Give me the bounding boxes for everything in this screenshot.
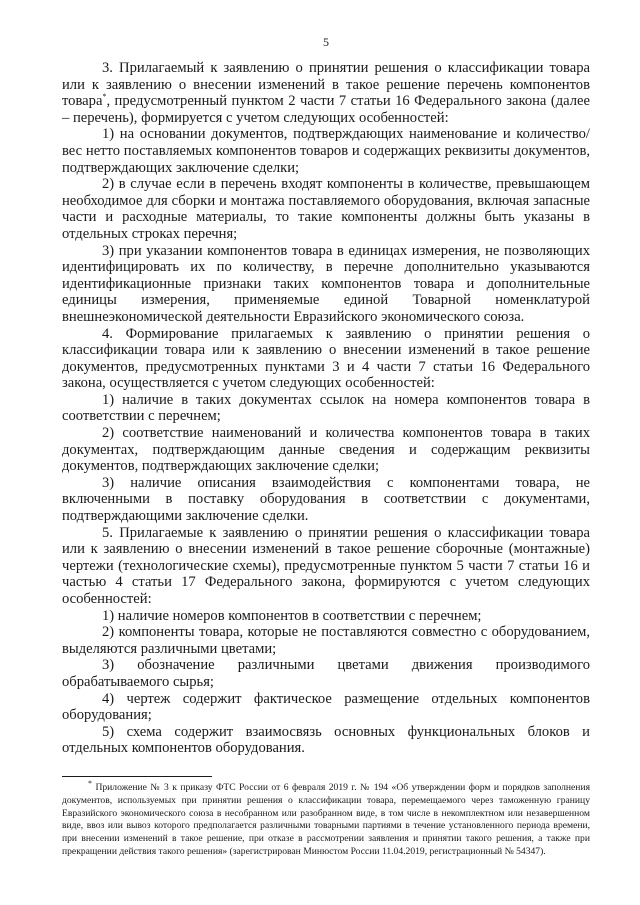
document-body [62, 60, 590, 757]
paragraph-5-item-1: 1) наличие номеров компонентов в соответствии с перечнем; [102, 607, 482, 624]
paragraph-3-item-3: 3) при указании компонентов товара в единицах измерения, не позволяющих идентифицировать их по количеству, в перечне дополнительно указываются идентификационные признаки таких компонентов товара и дополнительные единицы измерения, применяемые единой Товарной номенклатурой внешнеэкономической деятельности Евразийского экономического союза. [62, 242, 590, 325]
paragraph-5-item-4: 4) чертеж содержит фактическое размещение отдельных компонентов оборудования; [62, 690, 590, 724]
paragraph-3 [62, 60, 590, 126]
paragraph-5-item-5: 5) схема содержит взаимосвязь основных функциональных блоков и отдельных компонентов оборудования. [62, 723, 590, 757]
paragraph-5-item-3: 3) обозначение различными цветами движения производимого обрабатываемого сырья; [62, 657, 590, 690]
paragraph-4: 4. Формирование прилагаемых к заявлению о принятии решения о классификации товара или к заявлению о внесении изменений в такое решение документов, предусмотренных пунктами 3 и 4 части 7 статьи 16 Федерального закона, осуществляется с учетом следующих особенностей: [62, 325, 590, 392]
paragraph-5-item-2: 2) компоненты товара, которые не поставляются совместно с оборудованием, выделяются различными цветами; [62, 624, 590, 657]
paragraph-4-item-2: 2) соответствие наименований и количества компонентов товара в таких документах, подтверждающим данные сведения и содержащим реквизиты документов, подтверждающих заключение сделки; [62, 425, 590, 475]
paragraph-4-item-3: 3) наличие описания взаимодействия с компонентами товара, не включенными в поставку оборудования в соответствии с документами, подтверждающими заключение сделки. [62, 474, 590, 525]
page-number: 5 [323, 35, 329, 49]
footnote-divider [62, 776, 212, 777]
footnote-mark: * [88, 778, 92, 788]
paragraph-3-continuation: , предусмотренный пунктом 2 части 7 статьи 16 Федерального закона (далее – перечень), формируется с учетом следующих особенностей: [62, 93, 590, 126]
footnote-reference: * [102, 92, 107, 102]
footnote-text: Приложение № 3 к приказу ФТС России от 6 февраля 2019 г. № 194 «Об утверждении форм и порядков заполнения документов, используемых при принятии решения о классификации товара, перемещаемого через таможенную границу Евразийского экономического союза в несобранном или разобранном виде, в том числе в некомплектном или незавершенном виде, ввоз или вывоз которого предполагается различными товарными партиями в течение установленного периода времени, при внесении изменений в такое решение, при отказе в рассмотрении заявления и принятии такого решения, а также при прекращении действия такого решения» (зарегистрирован Минюстом России 11.04.2019, регистрационный № 54347). [62, 782, 590, 857]
paragraph-3-item-2: 2) в случае если в перечень входят компоненты в количестве, превышающем необходимое для сборки и монтажа поставляемого оборудования, включая запасные части и расходные материалы, то такие компоненты должны быть указаны в отдельных строках перечня; [62, 176, 590, 242]
paragraph-5: 5. Прилагаемые к заявлению о принятии решения о классификации товара или к заявлению о внесении изменений в такое решение сборочные (монтажные) чертежи (технологические схемы), предусмотренные пунктом 5 части 7 статьи 16 и частью 4 статьи 17 Федерального закона, формируются с учетом следующих особенностей: [62, 524, 590, 607]
paragraph-3-item-1: 1) на основании документов, подтверждающих наименование и количество/вес нетто поставляемых компонентов товаров и содержащих реквизиты документов, подтверждающих заключение сделки; [62, 126, 590, 176]
paragraph-4-item-1: 1) наличие в таких документах ссылок на номера компонентов товара в соответствии с перечнем; [62, 391, 590, 425]
footnote [62, 778, 590, 859]
paragraph-3-text: 3. Прилагаемый к заявлению о принятии решения о классификации товара или к заявлению о внесении изменений в такое решение перечень компонентов товара [62, 60, 590, 110]
